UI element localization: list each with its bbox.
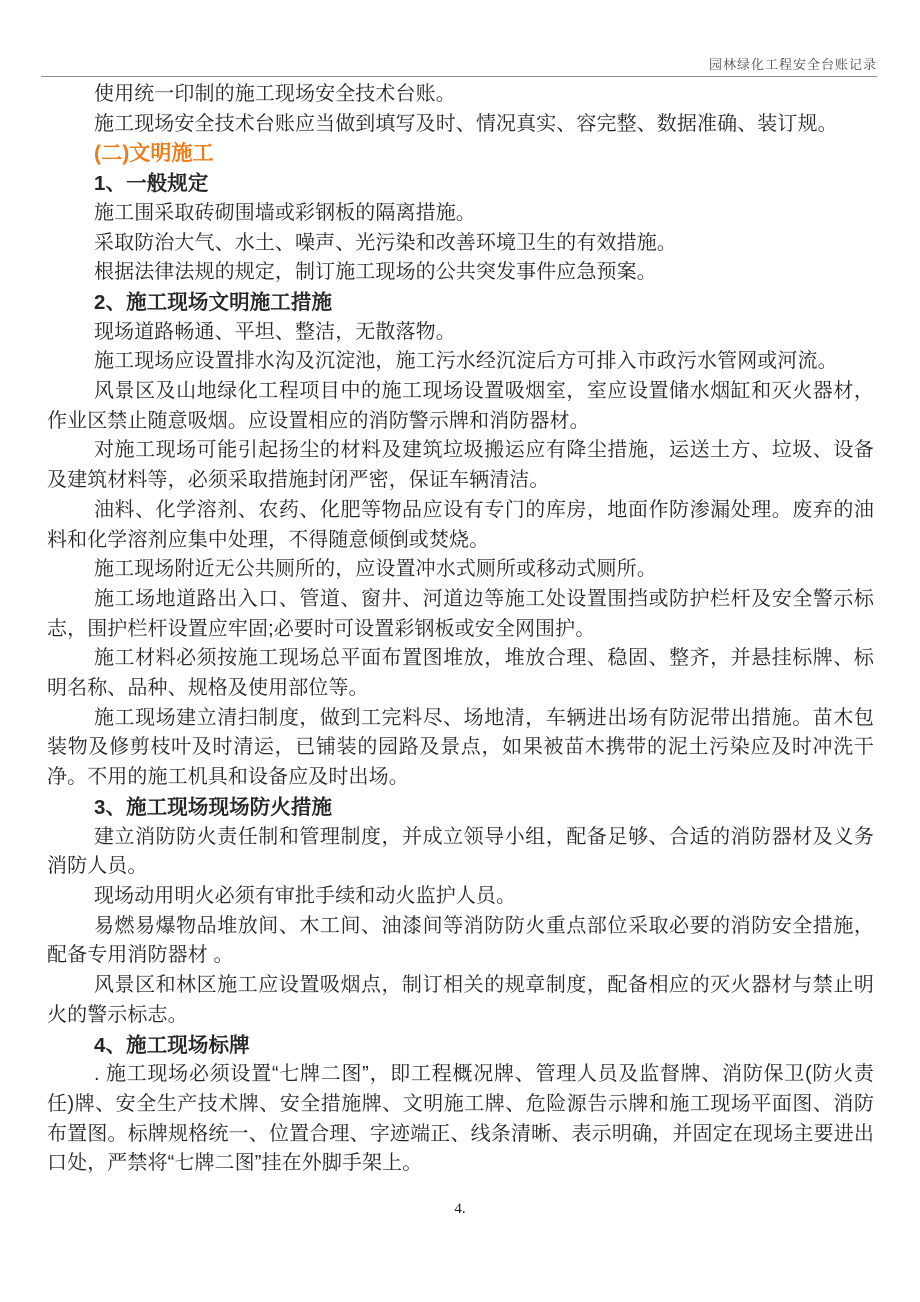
subsection-heading: 4、施工现场标牌 (94, 1033, 250, 1057)
paragraph: 现场道路畅通、平坦、整洁，无散落物。 (94, 320, 456, 343)
paragraph: 建立消防防火责任制和管理制度，并成立领导小组，配备足够、合适的消防器材及义务消防人员。 (47, 825, 874, 878)
paragraph: 风景区及山地绿化工程项目中的施工现场设置吸烟室，室应设置储水烟缸和灭火器材，作业区禁止随意吸烟。应设置相应的消防警示牌和消防器材。 (47, 380, 874, 432)
paragraph: 油料、化学溶剂、农药、化肥等物品应设有专门的库房，地面作防渗漏处理。废弃的油料和化学溶剂应集中处理，不得随意倾倒或焚烧。 (47, 498, 874, 551)
paragraph: 根据法律法规的规定，制订施工现场的公共突发事件应急预案。 (94, 261, 657, 284)
paragraph: 施工场地道路出入口、管道、窗井、河道边等施工处设置围挡或防护栏杆及安全警示标志，围护栏杆设置应牢固;必要时可设置彩钢板或安全网围护。 (47, 587, 874, 640)
paragraph: 施工现场附近无公共厕所的，应设置冲水式厕所或移动式厕所。 (94, 558, 657, 581)
document-body (47, 80, 874, 1179)
paragraph: 风景区和林区施工应设置吸烟点，制订相关的规章制度，配备相应的灭火器材与禁止明火的警示标志。 (47, 974, 874, 1026)
subsection-heading: 3、施工现场现场防火措施 (94, 795, 333, 819)
subsection-heading: 1、一般规定 (94, 172, 209, 196)
paragraph: 使用统一印制的施工现场安全技术台账。 (94, 83, 456, 105)
paragraph: 易燃易爆物品堆放间、木工间、油漆间等消防防火重点部位采取必要的消防安全措施，配备专用消防器材 。 (47, 914, 874, 967)
paragraph: . 施工现场必须设置“七牌二图”，即工程概况牌、管理人员及监督牌、消防保卫(防火责任)牌、安全生产技术牌、安全措施牌、文明施工牌、危险源告示牌和施工现场平面图、消防布置图。标牌规格统一、位置合理、字迹端正、线条清晰、表示明确，并固定在现场主要进出口处，严禁将“七牌二图”挂在外脚手架上。 (47, 1063, 874, 1175)
subsection-heading: 2、施工现场文明施工措施 (94, 290, 333, 314)
section-heading: (二)文明施工 (94, 142, 214, 166)
paragraph: 现场动用明火必须有审批手续和动火监护人员。 (94, 884, 517, 907)
paragraph: 施工现场应设置排水沟及沉淀池，施工污水经沉淀后方可排入市政污水管网或河流。 (94, 350, 838, 373)
paragraph: 施工材料必须按施工现场总平面布置图堆放，堆放合理、稳固、整齐，并悬挂标牌、标明名称、品种、规格及使用部位等。 (47, 647, 874, 700)
running-header: 园林绿化工程安全台账记录 (41, 54, 877, 77)
paragraph: 施工现场安全技术台账应当做到填写及时、情况真实、容完整、数据准确、装订规。 (94, 112, 838, 135)
paragraph: 对施工现场可能引起扬尘的材料及建筑垃圾搬运应有降尘措施，运送土方、垃圾、设备及建筑材料等，必须采取措施封闭严密，保证车辆清洁。 (47, 439, 874, 492)
paragraph: 采取防治大气、水土、噪声、光污染和改善环境卫生的有效措施。 (94, 231, 677, 254)
paragraph: 施工围采取砖砌围墙或彩钢板的隔离措施。 (94, 201, 476, 224)
page-number: 4. (454, 1201, 466, 1217)
paragraph: 施工现场建立清扫制度，做到工完料尽、场地清，车辆进出场有防泥带出措施。苗木包装物及修剪枝叶及时清运，已铺装的园路及景点，如果被苗木携带的泥土污染应及时冲洗干净。不用的施工机具和设备应及时出场。 (47, 706, 874, 789)
